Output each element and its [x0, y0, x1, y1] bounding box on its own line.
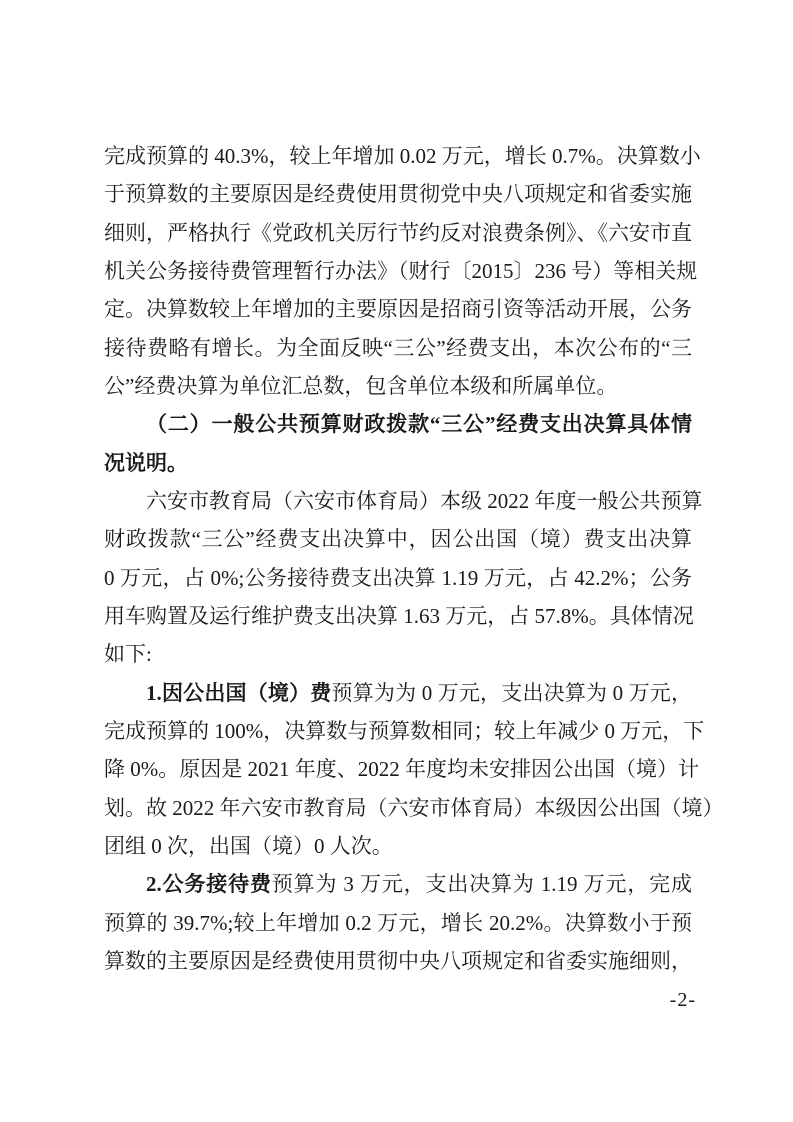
text-line	[104, 674, 692, 712]
text-segment: 公”经费决算为单位汇总数，包含单位本级和所属单位。	[104, 373, 618, 398]
text-line	[104, 865, 692, 903]
text-segment: 预算的 39.7%;较上年增加 0.2 万元，增长 20.2%。决算数小于预	[104, 910, 692, 935]
text-segment: 财政拨款“三公”经费支出决算中，因公出国（境）费支出决算	[104, 527, 692, 552]
text-line	[104, 252, 698, 290]
text-segment: 六安市教育局（六安市体育局）本级 2022 年度一般公共预算	[146, 488, 703, 513]
text-segment: 降 0%。原因是 2021 年度、2022 年度均未安排因公出国（境）计	[104, 757, 699, 782]
text-segment: 预算为 3 万元，支出决算为 1.19 万元，完成	[271, 872, 693, 897]
page-number: -2-	[669, 989, 696, 1011]
text-line	[104, 942, 692, 980]
text-segment: 机关公务接待费管理暂行办法》（财行〔2015〕236 号）等相关规	[104, 258, 698, 283]
text-segment: 细则，严格执行《党政机关厉行节约反对浪费条例》、《六安市直	[104, 220, 692, 245]
text-line	[104, 827, 692, 865]
text-line	[104, 367, 692, 405]
text-line	[104, 750, 699, 788]
text-segment: 团组 0 次，出国（境）0 人次。	[104, 833, 393, 858]
bold-text-segment: 2.公务接待费	[146, 872, 272, 897]
text-line	[104, 444, 692, 482]
text-line	[104, 635, 692, 673]
text-segment: 接待费略有增长。为全面反映“三公”经费支出，本次公布的“三	[104, 335, 692, 360]
text-segment: 预算为为 0 万元，支出决算为 0 万元，	[331, 680, 692, 705]
text-line	[104, 712, 705, 750]
text-segment: 算数的主要原因是经费使用贯彻中央八项规定和省委实施细则，	[104, 948, 692, 973]
text-line	[104, 137, 701, 175]
text-line	[104, 789, 724, 827]
bold-text-segment: 1.因公出国（境）费	[146, 680, 332, 705]
text-line	[104, 904, 692, 942]
text-line	[104, 520, 692, 558]
bold-text-segment: 况说明。	[104, 450, 188, 475]
text-line	[104, 214, 692, 252]
text-segment: 定。决算数较上年增加的主要原因是招商引资等活动开展，公务	[104, 297, 692, 322]
text-segment: 如下:	[104, 642, 152, 667]
text-line	[104, 597, 692, 635]
text-line	[104, 405, 692, 443]
text-segment: 完成预算的 40.3%，较上年增加 0.02 万元，增长 0.7%。决算数小	[104, 144, 701, 168]
text-line	[104, 559, 692, 597]
text-line	[104, 290, 692, 328]
text-segment: 完成预算的 100%，决算数与预算数相同；较上年减少 0 万元，下	[104, 718, 705, 743]
bold-text-segment: （二）一般公共预算财政拨款“三公”经费支出决算具体情	[146, 412, 692, 437]
text-segment: 0 万元，占 0%;公务接待费支出决算 1.19 万元，占 42.2%；公务	[104, 565, 692, 590]
text-line	[104, 482, 703, 520]
text-line	[104, 175, 692, 213]
document-text	[104, 137, 724, 980]
text-segment: 用车购置及运行维护费支出决算 1.63 万元，占 57.8%。具体情况	[104, 603, 694, 628]
text-line	[104, 329, 692, 367]
text-segment: 于预算数的主要原因是经费使用贯彻党中央八项规定和省委实施	[104, 182, 692, 207]
text-segment: 划。故 2022 年六安市教育局（六安市体育局）本级因公出国（境）	[104, 795, 724, 820]
